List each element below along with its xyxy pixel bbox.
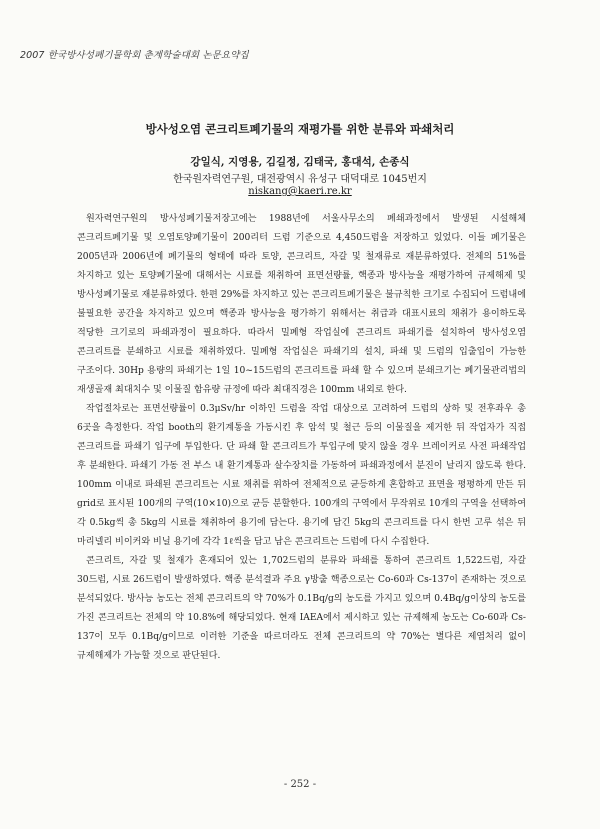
proceedings-header: 2007 한국방사성폐기물학회 춘계학술대회 논문요약집 (20, 50, 249, 61)
page-number: - 252 - (283, 779, 317, 790)
paper-authors: 강일식, 지영용, 김길정, 김태국, 홍대석, 손종식 (190, 156, 410, 168)
paper-title: 방사성오염 콘크리트폐기물의 재평가를 위한 분류와 파쇄처리 (145, 122, 455, 136)
abstract-body (77, 210, 526, 666)
body-paragraph-1: 원자력연구원의 방사성폐기물저장고에는 1988년에 서울사무소의 폐쇄과정에서 발생된 시설해체 콘크리트폐기물 및 오염토양폐기물이 200리터 드럼 기준으로 4,450드럼을 저장하고 있었다. 이들 폐기물은 2005년과 2006년에 폐기물의 형태에 따라 토양, 콘크리트, 자갈 및 철재류로 재분류하였다. 전체의 51%를 차지하고 있는 토양폐기물에 대해서는 시료를 채취하여 표면선량률, 핵종과 방사능을 재평가하여 규제해제 및 방사성폐기물로 재분류하였다. 한편 29%를 차지하고 있는 콘크리트폐기물은 불규칙한 크기로 수집되어 드럼내에 불필요한 공간을 차지하고 있으며 핵종과 방사능을 평가하기 위해서는 취급과 대표시료의 채취가 용이하도록 적당한 크기로의 파쇄과정이 필요하다. 따라서 밀폐형 작업실에 콘크리트 파쇄기를 설치하여 방사성오염 콘크리트를 분쇄하고 시료를 채취하였다. 밀폐형 작업실은 파쇄기의 설치, 파쇄 및 드럼의 입출입이 가능한 구조이다. 30Hp 용량의 파쇄기는 1일 10~15드럼의 콘크리트를 파쇄 할 수 있으며 분쇄크기는 폐기물관리법의 재생골재 최대치수 및 이물질 함유량 규정에 따라 최대직경은 100mm 내외로 한다. (77, 214, 526, 395)
body-paragraph-3: 콘크리트, 자갈 및 철재가 혼재되어 있는 1,702드럼의 분류와 파쇄를 통하여 콘크리트 1,522드럼, 자갈 30드럼, 시료 26드럼이 발생하였다. 핵종 분석결과 주요 γ방출 핵종으로는 Co-60과 Cs-137이 존재하는 것으로 분석되었다. 방사능 농도는 전체 콘크리트의 약 70%가 0.1Bq/g의 농도를 가지고 있으며 0.4Bq/g이상의 농도를 가진 콘크리트는 전체의 약 10.8%에 해당되었다. 현재 IAEA에서 제시하고 있는 규제해제 농도는 Co-60과 Cs-137이 모두 0.1Bq/g이므로 이러한 기준을 따르더라도 전체 콘크리트의 약 70%는 별다른 제염처리 없이 규제해제가 가능할 것으로 판단된다. (77, 556, 526, 661)
paper-email-line (0, 186, 600, 197)
paper-affiliation: 한국원자력연구원, 대전광역시 유성구 대덕대로 1045번지 (173, 174, 427, 185)
body-paragraph-2: 작업절차로는 표면선량률이 0.3μSv/hr 이하인 드럼을 작업 대상으로 고려하여 드럼의 상하 및 전후좌우 총 6곳을 측정한다. 작업 booth의 환기계통을 가동시킨 후 암석 및 철근 등의 이물질을 제거한 뒤 작업자가 직접 콘크리트를 파쇄기 입구에 투입한다. 단 파쇄 할 콘크리트가 투입구에 맞지 않을 경우 브레이커로 사전 파쇄작업 후 분쇄한다. 파쇄기 가동 전 부스 내 환기계통과 살수장치를 가동하여 파쇄과정에서 분진이 날리지 않도록 한다. 100mm 이내로 파쇄된 콘크리트는 시료 채취를 위하여 전체적으로 균등하게 혼합하고 표면을 평평하게 만든 뒤 grid로 표시된 100개의 구역(10×10)으로 균등 분할한다. 100개의 구역에서 무작위로 10개의 구역을 선택하여 각 0.5kg씩 총 5kg의 시료를 채취하여 용기에 담는다. 용기에 담긴 5kg의 콘크리트를 다시 한번 고루 섞은 뒤 마리넬리 비이커와 비닐 용기에 각각 1ℓ씩을 담고 남은 콘크리트는 드럼에 다시 수집한다. (77, 404, 526, 547)
author-email[interactable]: niskang@kaeri.re.kr (248, 186, 352, 197)
